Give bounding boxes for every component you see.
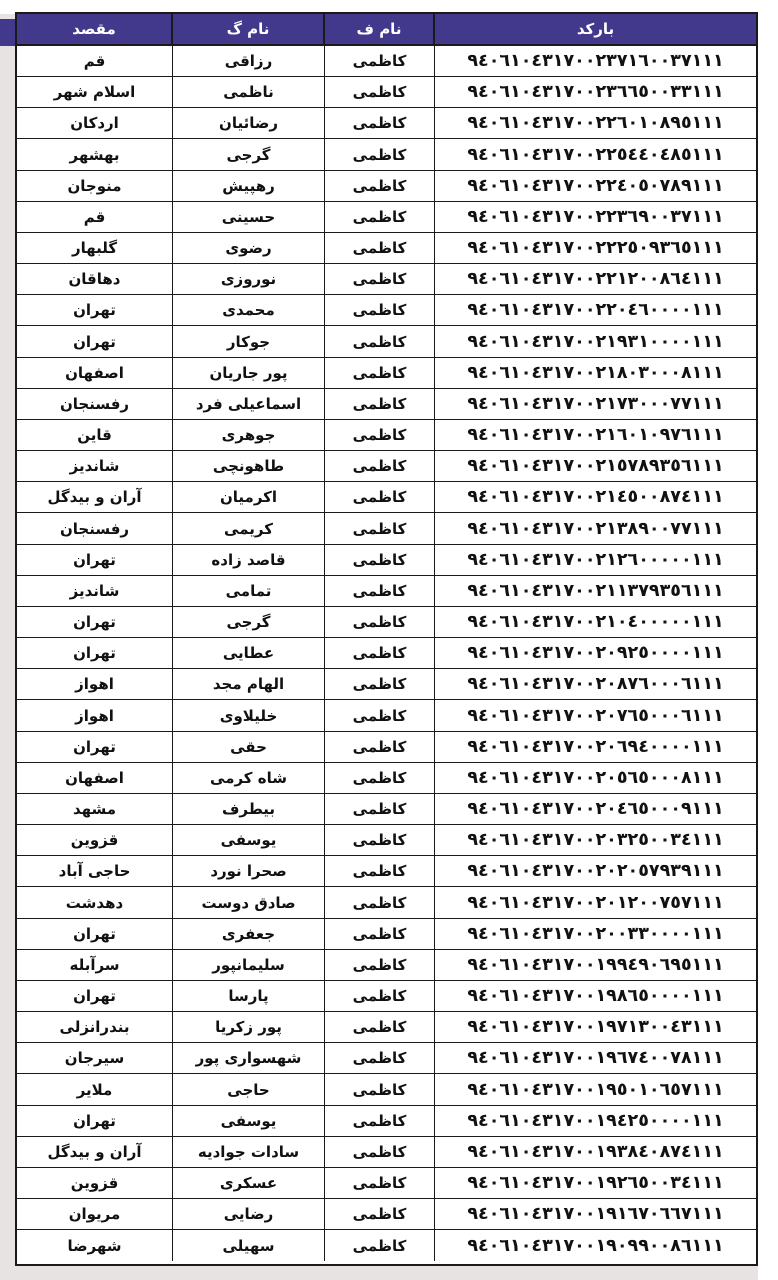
barcode-cell: ٩٤٠٦١٠٤٣١٧٠٠٢٠٧٦٥٠٠٠٦١١١ <box>467 705 724 726</box>
header-accent-strip <box>0 19 16 46</box>
table-row <box>17 46 756 77</box>
destination-cell: شهرضا <box>17 1230 173 1261</box>
barcode-cell: ٩٤٠٦١٠٤٣١٧٠٠٢٠٦٩٤٠٠٠٠١١١ <box>467 736 724 757</box>
column-header-barcode: باركد <box>576 20 615 38</box>
manifest-table <box>15 12 758 1266</box>
table-row <box>17 825 756 856</box>
destination-cell: تهران <box>17 607 173 637</box>
last-name-cell: قاصد زاده <box>173 545 325 575</box>
last-name-cell: اكرمیان <box>173 482 325 512</box>
first-name-cell: كاظمی <box>325 763 435 793</box>
table-row <box>17 887 756 918</box>
last-name-cell: الهام مجد <box>173 669 325 699</box>
last-name-cell: رضایی <box>173 1199 325 1229</box>
first-name-cell: كاظمی <box>325 513 435 543</box>
first-name-cell: كاظمی <box>325 1043 435 1073</box>
barcode-cell: ٩٤٠٦١٠٤٣١٧٠٠١٩٩٤٩٠٦٩٥١١١ <box>467 954 724 975</box>
destination-cell: بهشهر <box>17 139 173 169</box>
last-name-cell: رهپیش <box>173 171 325 201</box>
barcode-cell: ٩٤٠٦١٠٤٣١٧٠٠٢٢٤٠٥٠٧٨٩١١١ <box>467 175 724 196</box>
last-name-cell: محمدی <box>173 295 325 325</box>
table-row <box>17 171 756 202</box>
table-row <box>17 1012 756 1043</box>
last-name-cell: سادات جوادیه <box>173 1137 325 1167</box>
barcode-cell: ٩٤٠٦١٠٤٣١٧٠٠١٩٦٧٤٠٠٧٨١١١ <box>467 1048 724 1069</box>
destination-cell: مریوان <box>17 1199 173 1229</box>
table-row <box>17 794 756 825</box>
destination-cell: اصفهان <box>17 358 173 388</box>
table-row <box>17 77 756 108</box>
column-header-first-name: نام ف <box>325 14 435 44</box>
table-row <box>17 1168 756 1199</box>
first-name-cell: كاظمی <box>325 700 435 730</box>
table-row <box>17 545 756 576</box>
column-header-last-name: نام گ <box>173 14 325 44</box>
barcode-cell: ٩٤٠٦١٠٤٣١٧٠٠٢٠٩٢٥٠٠٠٠١١١ <box>467 643 724 664</box>
first-name-cell: كاظمی <box>325 77 435 107</box>
first-name-cell: كاظمی <box>325 950 435 980</box>
destination-cell: قم <box>17 202 173 232</box>
last-name-cell: حقی <box>173 732 325 762</box>
destination-cell: قم <box>17 46 173 76</box>
table-row <box>17 669 756 700</box>
first-name-cell: كاظمی <box>325 1106 435 1136</box>
first-name-cell: كاظمی <box>325 794 435 824</box>
barcode-cell: ٩٤٠٦١٠٤٣١٧٠٠٢٣٧١٦٠٠٣٧١١١ <box>467 51 724 72</box>
barcode-cell: ٩٤٠٦١٠٤٣١٧٠٠٢٢٣٦٩٠٠٣٧١١١ <box>467 206 724 227</box>
barcode-cell: ٩٤٠٦١٠٤٣١٧٠٠٢١٠٤٠٠٠٠٠١١١ <box>467 612 724 633</box>
table-row <box>17 1199 756 1230</box>
destination-cell: تهران <box>17 732 173 762</box>
last-name-cell: ناظمی <box>173 77 325 107</box>
table-row <box>17 950 756 981</box>
first-name-cell: كاظمی <box>325 669 435 699</box>
destination-cell: اسلام شهر <box>17 77 173 107</box>
table-row <box>17 576 756 607</box>
last-name-cell: عسكری <box>173 1168 325 1198</box>
barcode-cell: ٩٤٠٦١٠٤٣١٧٠٠١٩٥٠١٠٦٥٧١١١ <box>467 1079 724 1100</box>
last-name-cell: تمامی <box>173 576 325 606</box>
barcode-cell: ٩٤٠٦١٠٤٣١٧٠٠٢١٥٧٨٩٣٥٦١١١ <box>467 456 724 477</box>
destination-cell: دهدشت <box>17 887 173 917</box>
barcode-cell: ٩٤٠٦١٠٤٣١٧٠٠٢٠٣٢٥٠٠٣٤١١١ <box>467 830 724 851</box>
last-name-cell: شهسواری پور <box>173 1043 325 1073</box>
first-name-cell: كاظمی <box>325 856 435 886</box>
table-row <box>17 389 756 420</box>
barcode-cell: ٩٤٠٦١٠٤٣١٧٠٠٢١٨٠٣٠٠٠٨١١١ <box>467 362 724 383</box>
destination-cell: اهواز <box>17 700 173 730</box>
last-name-cell: یوسفی <box>173 1106 325 1136</box>
last-name-cell: كریمی <box>173 513 325 543</box>
table-row <box>17 638 756 669</box>
table-row <box>17 420 756 451</box>
first-name-cell: كاظمی <box>325 825 435 855</box>
last-name-cell: شاه كرمی <box>173 763 325 793</box>
destination-cell: اردكان <box>17 108 173 138</box>
destination-cell: تهران <box>17 981 173 1011</box>
first-name-cell: كاظمی <box>325 108 435 138</box>
first-name-cell: كاظمی <box>325 233 435 263</box>
first-name-cell: كاظمی <box>325 171 435 201</box>
destination-cell: تهران <box>17 1106 173 1136</box>
last-name-cell: گرجی <box>173 139 325 169</box>
last-name-cell: یوسفی <box>173 825 325 855</box>
first-name-cell: كاظمی <box>325 576 435 606</box>
barcode-cell: ٩٤٠٦١٠٤٣١٧٠٠٢٠٠٣٣٠٠٠٠١١١ <box>467 923 724 944</box>
table-row <box>17 482 756 513</box>
first-name-cell: كاظمی <box>325 389 435 419</box>
barcode-cell: ٩٤٠٦١٠٤٣١٧٠٠٢٠١٢٠٠٧٥٧١١١ <box>467 892 724 913</box>
barcode-cell: ٩٤٠٦١٠٤٣١٧٠٠٢١٩٣١٠٠٠٠١١١ <box>467 331 724 352</box>
table-body <box>17 46 756 1262</box>
barcode-cell: ٩٤٠٦١٠٤٣١٧٠٠١٩٢٦٥٠٠٣٤١١١ <box>467 1173 724 1194</box>
table-row <box>17 108 756 139</box>
last-name-cell: صحرا نورد <box>173 856 325 886</box>
last-name-cell: رضوی <box>173 233 325 263</box>
barcode-cell: ٩٤٠٦١٠٤٣١٧٠٠٢١٣٨٩٠٠٧٧١١١ <box>467 518 724 539</box>
barcode-cell: ٩٤٠٦١٠٤٣١٧٠٠١٩٣٨٤٠٨٧٤١١١ <box>467 1141 724 1162</box>
table-row <box>17 1137 756 1168</box>
table-row <box>17 295 756 326</box>
table-row <box>17 919 756 950</box>
table-row <box>17 1043 756 1074</box>
table-row <box>17 358 756 389</box>
destination-cell: بندرانزلی <box>17 1012 173 1042</box>
destination-cell: تهران <box>17 919 173 949</box>
table-row <box>17 700 756 731</box>
destination-cell: رفسنجان <box>17 513 173 543</box>
first-name-cell: كاظمی <box>325 46 435 76</box>
last-name-cell: گرجی <box>173 607 325 637</box>
last-name-cell: پور زكریا <box>173 1012 325 1042</box>
first-name-cell: كاظمی <box>325 295 435 325</box>
table-header-row <box>17 14 756 46</box>
barcode-cell: ٩٤٠٦١٠٤٣١٧٠٠١٩١٦٧٠٦٦٧١١١ <box>467 1204 724 1225</box>
last-name-cell: جعفری <box>173 919 325 949</box>
destination-cell: دهاقان <box>17 264 173 294</box>
last-name-cell: اسماعیلی فرد <box>173 389 325 419</box>
destination-cell: قزوین <box>17 825 173 855</box>
barcode-cell: ٩٤٠٦١٠٤٣١٧٠٠٢٢٦٠١٠٨٩٥١١١ <box>467 113 724 134</box>
destination-cell: ملایر <box>17 1074 173 1104</box>
table-row <box>17 202 756 233</box>
barcode-cell: ٩٤٠٦١٠٤٣١٧٠٠١٩٠٩٩٠٠٨٦١١١ <box>467 1235 724 1256</box>
first-name-cell: كاظمی <box>325 545 435 575</box>
first-name-cell: كاظمی <box>325 202 435 232</box>
barcode-cell: ٩٤٠٦١٠٤٣١٧٠٠٢٠٢٠٥٧٩٣٩١١١ <box>467 861 724 882</box>
destination-cell: تهران <box>17 326 173 356</box>
first-name-cell: كاظمی <box>325 1230 435 1261</box>
table-row <box>17 233 756 264</box>
destination-cell: قزوین <box>17 1168 173 1198</box>
destination-cell: تهران <box>17 295 173 325</box>
first-name-cell: كاظمی <box>325 607 435 637</box>
first-name-cell: كاظمی <box>325 732 435 762</box>
first-name-cell: كاظمی <box>325 1074 435 1104</box>
barcode-cell: ٩٤٠٦١٠٤٣١٧٠٠٢٢٠٤٦٠٠٠٠١١١ <box>467 300 724 321</box>
first-name-cell: كاظمی <box>325 264 435 294</box>
first-name-cell: كاظمی <box>325 326 435 356</box>
last-name-cell: سلیمانپور <box>173 950 325 980</box>
barcode-cell: ٩٤٠٦١٠٤٣١٧٠٠٢٠٥٦٥٠٠٠٨١١١ <box>467 767 724 788</box>
barcode-cell: ٩٤٠٦١٠٤٣١٧٠٠٢١٧٣٠٠٠٧٧١١١ <box>467 393 724 414</box>
table-row <box>17 607 756 638</box>
barcode-cell: ٩٤٠٦١٠٤٣١٧٠٠٢٢٢٥٠٩٣٦٥١١١ <box>467 238 724 259</box>
first-name-cell: كاظمی <box>325 358 435 388</box>
table-row <box>17 326 756 357</box>
first-name-cell: كاظمی <box>325 638 435 668</box>
table-row <box>17 732 756 763</box>
barcode-cell: ٩٤٠٦١٠٤٣١٧٠٠٢٢١٢٠٠٨٦٤١١١ <box>467 269 724 290</box>
last-name-cell: جوهری <box>173 420 325 450</box>
last-name-cell: حاجی <box>173 1074 325 1104</box>
first-name-cell: كاظمی <box>325 1168 435 1198</box>
first-name-cell: كاظمی <box>325 1137 435 1167</box>
destination-cell: مشهد <box>17 794 173 824</box>
barcode-cell: ٩٤٠٦١٠٤٣١٧٠٠٢١٢٦٠٠٠٠٠١١١ <box>467 549 724 570</box>
last-name-cell: نوروزی <box>173 264 325 294</box>
first-name-cell: كاظمی <box>325 139 435 169</box>
destination-cell: آران و بیدگل <box>17 1137 173 1167</box>
first-name-cell: كاظمی <box>325 451 435 481</box>
last-name-cell: خلیلاوی <box>173 700 325 730</box>
last-name-cell: پارسا <box>173 981 325 1011</box>
barcode-cell: ٩٤٠٦١٠٤٣١٧٠٠١٩٨٦٥٠٠٠٠١١١ <box>467 986 724 1007</box>
last-name-cell: صادق دوست <box>173 887 325 917</box>
last-name-cell: جوكار <box>173 326 325 356</box>
destination-cell: رفسنجان <box>17 389 173 419</box>
barcode-cell: ٩٤٠٦١٠٤٣١٧٠٠٢١١٣٧٩٣٥٦١١١ <box>467 580 724 601</box>
table-row <box>17 1106 756 1137</box>
destination-cell: گلبهار <box>17 233 173 263</box>
destination-cell: اهواز <box>17 669 173 699</box>
table-row <box>17 513 756 544</box>
table-row <box>17 264 756 295</box>
table-row <box>17 981 756 1012</box>
destination-cell: حاجی آباد <box>17 856 173 886</box>
barcode-cell: ٩٤٠٦١٠٤٣١٧٠٠٢١٦٠١٠٩٧٦١١١ <box>467 425 724 446</box>
destination-cell: شاندیز <box>17 576 173 606</box>
barcode-cell: ٩٤٠٦١٠٤٣١٧٠٠٢٠٨٧٦٠٠٠٦١١١ <box>467 674 724 695</box>
last-name-cell: عطایی <box>173 638 325 668</box>
left-page-margin <box>0 14 15 1280</box>
table-row <box>17 1230 756 1261</box>
bottom-page-margin <box>0 1266 758 1280</box>
destination-cell: منوجان <box>17 171 173 201</box>
destination-cell: تهران <box>17 545 173 575</box>
column-header-destination: مقصد <box>17 14 173 44</box>
table-row <box>17 763 756 794</box>
barcode-cell: ٩٤٠٦١٠٤٣١٧٠٠٢٣٦٦٥٠٠٣٣١١١ <box>467 82 724 103</box>
destination-cell: سرآبله <box>17 950 173 980</box>
last-name-cell: رزاقی <box>173 46 325 76</box>
last-name-cell: طاهونچی <box>173 451 325 481</box>
table-row <box>17 451 756 482</box>
destination-cell: تهران <box>17 638 173 668</box>
first-name-cell: كاظمی <box>325 981 435 1011</box>
barcode-cell: ٩٤٠٦١٠٤٣١٧٠٠٢٠٤٦٥٠٠٠٩١١١ <box>467 799 724 820</box>
last-name-cell: حسینی <box>173 202 325 232</box>
table-row <box>17 139 756 170</box>
first-name-cell: كاظمی <box>325 1012 435 1042</box>
barcode-cell: ٩٤٠٦١٠٤٣١٧٠٠١٩٤٢٥٠٠٠٠١١١ <box>467 1110 724 1131</box>
first-name-cell: كاظمی <box>325 420 435 450</box>
destination-cell: آران و بیدگل <box>17 482 173 512</box>
last-name-cell: سهیلی <box>173 1230 325 1261</box>
last-name-cell: بیطرف <box>173 794 325 824</box>
first-name-cell: كاظمی <box>325 919 435 949</box>
table-row <box>17 856 756 887</box>
barcode-cell: ٩٤٠٦١٠٤٣١٧٠٠١٩٧١٣٠٠٤٣١١١ <box>467 1017 724 1038</box>
barcode-cell: ٩٤٠٦١٠٤٣١٧٠٠٢١٤٥٠٠٨٧٤١١١ <box>467 487 724 508</box>
destination-cell: شاندیز <box>17 451 173 481</box>
destination-cell: سیرجان <box>17 1043 173 1073</box>
destination-cell: اصفهان <box>17 763 173 793</box>
first-name-cell: كاظمی <box>325 887 435 917</box>
barcode-cell: ٩٤٠٦١٠٤٣١٧٠٠٢٢٥٤٤٠٤٨٥١١١ <box>467 144 724 165</box>
table-row <box>17 1074 756 1105</box>
first-name-cell: كاظمی <box>325 1199 435 1229</box>
first-name-cell: كاظمی <box>325 482 435 512</box>
last-name-cell: رضائیان <box>173 108 325 138</box>
last-name-cell: پور جاریان <box>173 358 325 388</box>
destination-cell: قاین <box>17 420 173 450</box>
